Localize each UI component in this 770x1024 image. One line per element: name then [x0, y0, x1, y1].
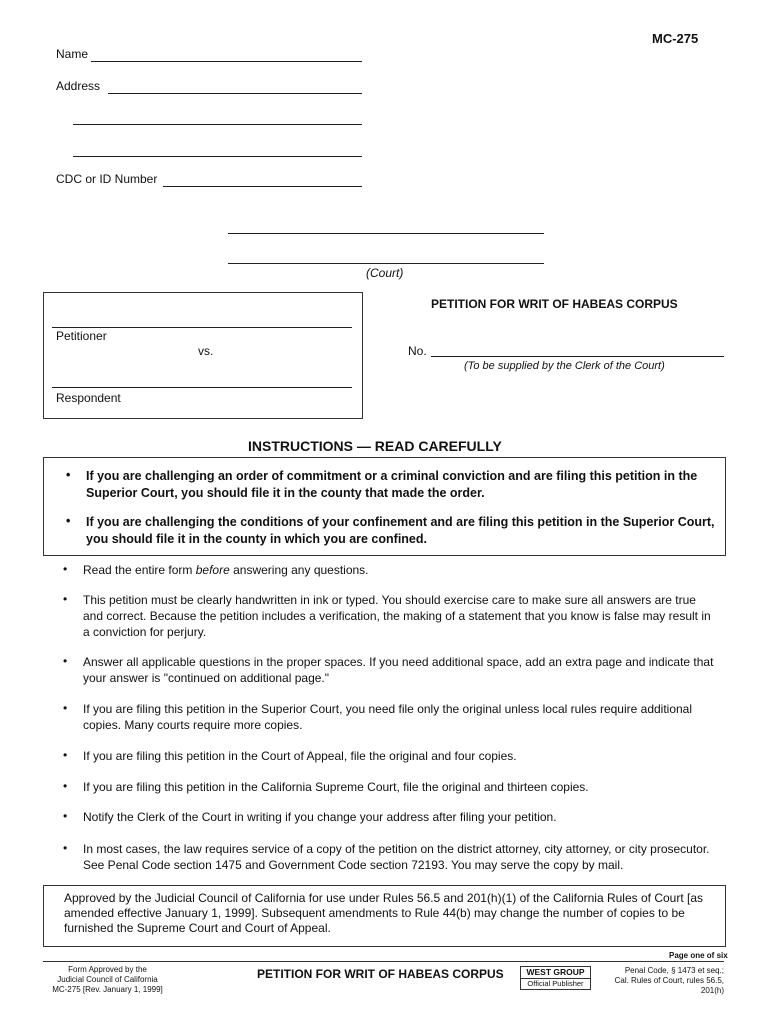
petitioner-field[interactable]: [52, 327, 352, 328]
address-label: Address: [56, 79, 101, 93]
bullet-icon: •: [63, 748, 68, 762]
bullet-icon: •: [63, 809, 68, 823]
caption-box: [43, 292, 363, 419]
bullet-icon: •: [66, 514, 71, 528]
bullet-icon: •: [63, 779, 68, 793]
bullet-icon: •: [63, 841, 68, 855]
name-field[interactable]: [91, 61, 362, 62]
form-code: MC-275: [652, 31, 699, 46]
cdc-field[interactable]: [163, 186, 362, 187]
case-number-label: No.: [408, 344, 427, 358]
case-number-field[interactable]: [431, 356, 724, 357]
respondent-field[interactable]: [52, 387, 352, 388]
bullet-icon: •: [66, 468, 71, 482]
address-field-line-1[interactable]: [108, 93, 362, 94]
approval-text: Approved by the Judicial Council of California for use under Rules 56.5 and 201(h)(1) of the California Rules of Court [as amended effective January 1, 1999]. Subsequent amendments to Rule 44(b) may change the number of copies to be furnished the Supreme Court and Court of Appeal.: [64, 891, 704, 935]
vs-label: vs.: [198, 344, 214, 358]
bullet-icon: •: [63, 592, 68, 606]
footer-divider: [43, 961, 724, 962]
name-label: Name: [56, 47, 89, 61]
page-indicator: Page one of six: [669, 951, 728, 960]
footer-right: Penal Code, § 1473 et seq.; Cal. Rules of Court, rules 56.5, 201(h): [614, 966, 724, 995]
footer-left: Form Approved by the Judicial Council of California MC-275 [Rev. January 1, 1999]: [52, 965, 163, 994]
bullet-icon: •: [63, 701, 68, 715]
cdc-label: CDC or ID Number: [56, 172, 158, 186]
bullet-icon: •: [63, 654, 68, 668]
publisher-badge: WEST GROUP Official Publisher: [520, 966, 591, 990]
court-field-line-1[interactable]: [228, 233, 544, 234]
instructions-heading: INSTRUCTIONS — READ CAREFULLY: [248, 438, 502, 454]
address-field-line-2[interactable]: [73, 124, 362, 125]
petitioner-label: Petitioner: [56, 329, 107, 343]
case-number-note: (To be supplied by the Clerk of the Court): [464, 360, 665, 372]
address-field-line-3[interactable]: [73, 156, 362, 157]
caption-title: PETITION FOR WRIT OF HABEAS CORPUS: [431, 297, 678, 311]
important-instructions-box: • If you are challenging an order of commitment or a criminal conviction and are filing this petition in the Superior Court, you should file it in the county that made the order. • If you are challenging the conditions of your confinement and are filing this petition in the Superior Court, you should file it in the county in which you are confined.: [43, 457, 726, 556]
court-label: (Court): [366, 266, 404, 280]
respondent-label: Respondent: [56, 391, 121, 405]
bullet-icon: •: [63, 562, 68, 576]
court-field-line-2[interactable]: [228, 263, 544, 264]
approval-box: [43, 885, 726, 947]
footer-title: PETITION FOR WRIT OF HABEAS CORPUS: [257, 967, 504, 981]
